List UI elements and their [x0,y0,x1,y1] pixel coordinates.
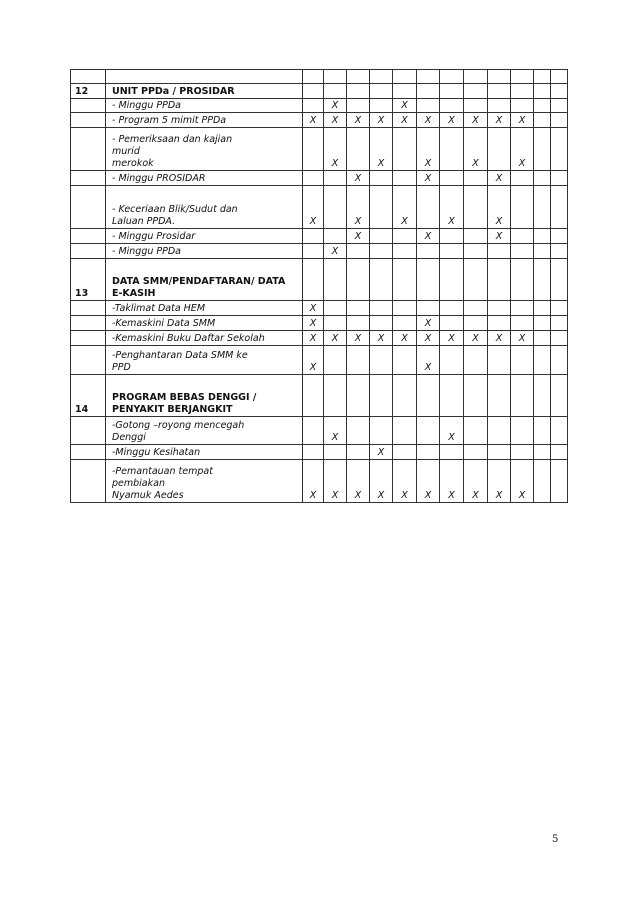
month-mark-cell [534,417,551,445]
activity-text: - Pemeriksaan dan kajian murid merokok [112,134,233,169]
month-mark-cell [534,171,551,186]
month-mark-cell: X [417,331,440,346]
month-mark-cell [511,346,534,375]
month-mark-cell [417,445,440,460]
section-number [71,417,106,445]
month-mark-cell [393,259,417,301]
month-mark-cell: X [440,186,464,229]
month-mark-cell [303,229,324,244]
month-mark-cell [440,259,464,301]
month-mark-cell [551,417,568,445]
month-mark-cell: X [324,417,347,445]
month-mark-cell [303,445,324,460]
activity-name [106,445,303,460]
activity-name [106,171,303,186]
section-number: 13 [71,259,106,301]
activity-text: -Taklimat Data HEM [112,303,206,314]
month-mark-cell [324,186,347,229]
month-mark-cell [370,99,393,113]
activity-name [106,301,303,316]
activity-schedule-table [70,69,568,503]
month-mark-cell [464,301,488,316]
month-mark-cell: X [417,128,440,171]
activity-text: -Kemaskini Buku Daftar Sekolah [112,333,265,344]
month-mark-cell [511,244,534,259]
month-mark-cell [324,171,347,186]
month-mark-cell [551,331,568,346]
month-mark-cell: X [511,460,534,503]
month-mark-cell: X [417,316,440,331]
month-mark-cell: X [511,128,534,171]
month-mark-cell [464,346,488,375]
activity-text: - Minggu PPDa [112,246,182,257]
activity-row [71,316,568,331]
activity-row [71,128,568,171]
month-mark-cell: X [347,331,370,346]
month-mark-cell [370,259,393,301]
month-mark-cell: X [393,99,417,113]
month-mark-cell [440,128,464,171]
section-number [71,460,106,503]
activity-text: -Penghantaran Data SMM ke PPD [112,350,248,373]
month-mark-cell: X [303,460,324,503]
month-mark-cell [551,99,568,113]
month-mark-cell [347,84,370,99]
month-mark-cell [417,70,440,84]
month-mark-cell [393,301,417,316]
section-title [106,84,303,99]
activity-name [106,186,303,229]
section-title [106,375,303,417]
month-mark-cell: X [440,331,464,346]
month-mark-cell [393,84,417,99]
month-mark-cell [488,346,511,375]
month-mark-cell [324,301,347,316]
month-mark-cell: X [511,331,534,346]
section-number: 12 [71,84,106,99]
month-mark-cell [393,346,417,375]
month-mark-cell [440,84,464,99]
month-mark-cell [488,316,511,331]
schedule-body [71,70,568,503]
month-mark-cell [551,375,568,417]
month-mark-cell [370,186,393,229]
month-mark-cell: X [303,186,324,229]
activity-text: PROGRAM BEBAS DENGGI / PENYAKIT BERJANGKIT [112,392,257,415]
month-mark-cell [534,460,551,503]
month-mark-cell: X [464,128,488,171]
activity-name [106,229,303,244]
month-mark-cell [511,445,534,460]
month-mark-cell [551,259,568,301]
section-title [106,70,303,84]
month-mark-cell: X [324,113,347,128]
activity-text: - Minggu Prosidar [112,231,196,242]
activity-text: -Kemaskini Data SMM [112,318,216,329]
month-mark-cell [324,259,347,301]
month-mark-cell [440,301,464,316]
month-mark-cell [511,70,534,84]
section-number [71,301,106,316]
month-mark-cell: X [464,113,488,128]
month-mark-cell: X [324,99,347,113]
month-mark-cell [551,128,568,171]
month-mark-cell: X [393,460,417,503]
month-mark-cell [551,186,568,229]
month-mark-cell: X [303,301,324,316]
month-mark-cell [488,301,511,316]
month-mark-cell [488,84,511,99]
activity-name [106,128,303,171]
month-mark-cell [464,316,488,331]
month-mark-cell [347,70,370,84]
month-mark-cell [551,445,568,460]
month-mark-cell [464,259,488,301]
section-number [71,128,106,171]
month-mark-cell: X [464,331,488,346]
month-mark-cell [370,70,393,84]
month-mark-cell [417,375,440,417]
month-mark-cell [370,375,393,417]
month-mark-cell: X [370,445,393,460]
month-mark-cell [440,316,464,331]
month-mark-cell [511,375,534,417]
month-mark-cell [370,244,393,259]
month-mark-cell: X [440,417,464,445]
month-mark-cell [303,244,324,259]
section-title [106,259,303,301]
month-mark-cell: X [347,171,370,186]
section-number [71,445,106,460]
section-number [71,70,106,84]
month-mark-cell [464,99,488,113]
month-mark-cell [417,186,440,229]
month-mark-cell [393,417,417,445]
section-number [71,229,106,244]
month-mark-cell [393,316,417,331]
month-mark-cell [303,417,324,445]
month-mark-cell [303,171,324,186]
month-mark-cell: X [324,331,347,346]
month-mark-cell [417,259,440,301]
activity-row [71,445,568,460]
month-mark-cell: X [303,346,324,375]
month-mark-cell [551,346,568,375]
month-mark-cell: X [370,460,393,503]
month-mark-cell [370,417,393,445]
month-mark-cell [534,128,551,171]
month-mark-cell [417,417,440,445]
month-mark-cell [464,186,488,229]
month-mark-cell [347,259,370,301]
activity-name [106,113,303,128]
month-mark-cell [417,244,440,259]
month-mark-cell [393,171,417,186]
month-mark-cell [551,244,568,259]
month-mark-cell [488,244,511,259]
activity-row [71,244,568,259]
section-number [71,244,106,259]
activity-name [106,346,303,375]
month-mark-cell [551,171,568,186]
month-mark-cell: X [347,113,370,128]
month-mark-cell [464,417,488,445]
activity-name [106,316,303,331]
month-mark-cell [534,316,551,331]
month-mark-cell [464,229,488,244]
month-mark-cell [303,99,324,113]
section-number: 14 [71,375,106,417]
month-mark-cell [534,301,551,316]
month-mark-cell [534,331,551,346]
section-number [71,346,106,375]
month-mark-cell [488,375,511,417]
month-mark-cell [303,84,324,99]
month-mark-cell [393,445,417,460]
activity-text: - Minggu PROSIDAR [112,173,206,184]
month-mark-cell [464,84,488,99]
month-mark-cell [511,316,534,331]
month-mark-cell: X [347,229,370,244]
month-mark-cell: X [303,316,324,331]
month-mark-cell: X [488,460,511,503]
month-mark-cell [488,445,511,460]
month-mark-cell [534,375,551,417]
month-mark-cell: X [417,460,440,503]
month-mark-cell [417,84,440,99]
month-mark-cell [347,346,370,375]
section-row [71,375,568,417]
month-mark-cell [551,113,568,128]
month-mark-cell: X [324,244,347,259]
month-mark-cell [370,316,393,331]
month-mark-cell [488,417,511,445]
activity-row [71,301,568,316]
month-mark-cell [534,99,551,113]
month-mark-cell [417,99,440,113]
month-mark-cell [464,171,488,186]
month-mark-cell [534,186,551,229]
month-mark-cell [534,84,551,99]
month-mark-cell: X [347,186,370,229]
month-mark-cell [534,229,551,244]
section-row [71,259,568,301]
month-mark-cell: X [488,331,511,346]
activity-row [71,346,568,375]
month-mark-cell [303,70,324,84]
month-mark-cell [464,70,488,84]
month-mark-cell [440,99,464,113]
month-mark-cell [488,70,511,84]
month-mark-cell [393,128,417,171]
month-mark-cell [393,244,417,259]
month-mark-cell [488,259,511,301]
month-mark-cell [324,346,347,375]
month-mark-cell [393,229,417,244]
month-mark-cell [534,244,551,259]
month-mark-cell [534,259,551,301]
activity-name [106,331,303,346]
month-mark-cell [347,417,370,445]
month-mark-cell [417,301,440,316]
month-mark-cell [511,229,534,244]
month-mark-cell [440,445,464,460]
month-mark-cell [370,84,393,99]
month-mark-cell [347,128,370,171]
page-number: 5 [552,834,559,845]
section-number [71,171,106,186]
month-mark-cell: X [393,186,417,229]
section-row [71,84,568,99]
activity-row [71,186,568,229]
month-mark-cell [303,128,324,171]
month-mark-cell: X [347,460,370,503]
month-mark-cell: X [440,460,464,503]
month-mark-cell [440,244,464,259]
section-number [71,186,106,229]
activity-text: - Keceriaan Blik/Sudut dan Laluan PPDA. [112,204,238,227]
activity-row [71,460,568,503]
month-mark-cell [440,171,464,186]
month-mark-cell [511,186,534,229]
month-mark-cell: X [464,460,488,503]
month-mark-cell [440,70,464,84]
month-mark-cell: X [303,331,324,346]
month-mark-cell [370,346,393,375]
month-mark-cell [440,375,464,417]
section-row [71,70,568,84]
month-mark-cell [370,301,393,316]
month-mark-cell [393,375,417,417]
month-mark-cell [303,375,324,417]
month-mark-cell [324,375,347,417]
month-mark-cell [511,84,534,99]
month-mark-cell [551,84,568,99]
month-mark-cell [370,171,393,186]
month-mark-cell [511,301,534,316]
month-mark-cell [488,128,511,171]
month-mark-cell [534,346,551,375]
activity-name [106,244,303,259]
month-mark-cell: X [417,346,440,375]
activity-text: UNIT PPDa / PROSIDAR [112,86,235,97]
month-mark-cell: X [393,331,417,346]
activity-name [106,99,303,113]
month-mark-cell [511,417,534,445]
month-mark-cell [511,99,534,113]
month-mark-cell: X [370,128,393,171]
month-mark-cell [551,229,568,244]
month-mark-cell [303,259,324,301]
month-mark-cell [551,301,568,316]
month-mark-cell [370,229,393,244]
month-mark-cell [347,244,370,259]
month-mark-cell: X [488,171,511,186]
month-mark-cell [488,99,511,113]
month-mark-cell [324,229,347,244]
section-number [71,113,106,128]
month-mark-cell: X [440,113,464,128]
month-mark-cell [324,84,347,99]
activity-row [71,171,568,186]
month-mark-cell [511,259,534,301]
month-mark-cell [464,244,488,259]
month-mark-cell [324,445,347,460]
month-mark-cell: X [324,460,347,503]
month-mark-cell [347,375,370,417]
month-mark-cell [464,445,488,460]
activity-text: -Pemantauan tempat pembiakan Nyamuk Aedes [112,466,213,501]
month-mark-cell: X [488,229,511,244]
month-mark-cell [440,229,464,244]
month-mark-cell: X [511,113,534,128]
month-mark-cell [393,70,417,84]
month-mark-cell: X [370,331,393,346]
month-mark-cell: X [370,113,393,128]
activity-text: - Minggu PPDa [112,100,182,111]
activity-text: - Program 5 mimit PPDa [112,115,227,126]
month-mark-cell [534,70,551,84]
activity-row [71,417,568,445]
month-mark-cell: X [417,229,440,244]
activity-row [71,99,568,113]
month-mark-cell [534,445,551,460]
month-mark-cell [534,113,551,128]
activity-name [106,417,303,445]
activity-row [71,113,568,128]
month-mark-cell [511,171,534,186]
month-mark-cell [464,375,488,417]
month-mark-cell: X [417,113,440,128]
activity-name [106,460,303,503]
month-mark-cell: X [488,186,511,229]
month-mark-cell: X [393,113,417,128]
month-mark-cell [324,70,347,84]
activity-row [71,229,568,244]
month-mark-cell [324,316,347,331]
section-number [71,316,106,331]
month-mark-cell [551,316,568,331]
month-mark-cell: X [417,171,440,186]
activity-text: -Minggu Kesihatan [112,447,201,458]
month-mark-cell [347,99,370,113]
month-mark-cell [347,445,370,460]
activity-text: -Gotong –royong mencegah Denggi [112,420,245,443]
activity-row [71,331,568,346]
month-mark-cell [551,70,568,84]
month-mark-cell [440,346,464,375]
section-number [71,99,106,113]
month-mark-cell [347,316,370,331]
section-number [71,331,106,346]
activity-text: DATA SMM/PENDAFTARAN/ DATA E-KASIH [112,276,286,299]
month-mark-cell: X [324,128,347,171]
month-mark-cell: X [303,113,324,128]
month-mark-cell: X [488,113,511,128]
month-mark-cell [551,460,568,503]
month-mark-cell [347,301,370,316]
